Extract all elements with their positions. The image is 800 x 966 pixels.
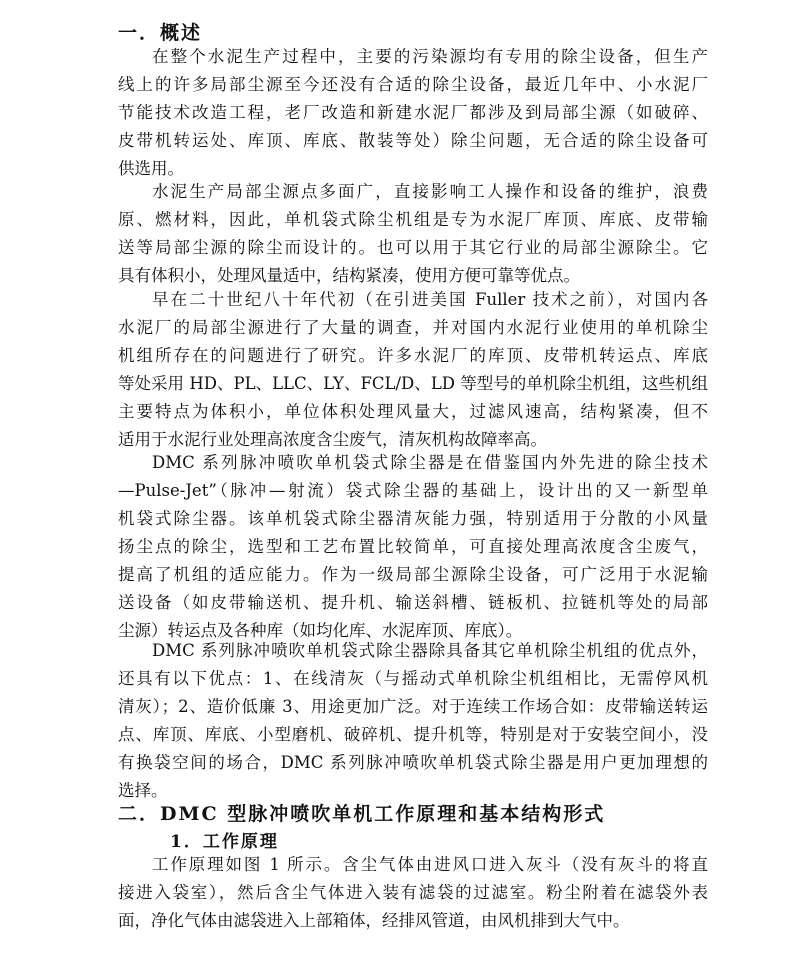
paragraph-2 <box>118 178 708 290</box>
text-line: 水泥生产局部尘源点多面广，直接影响工人操作和设备的维护，浪费 <box>152 182 708 201</box>
text-line: 在整个水泥生产过程中，主要的污染源均有专用的除尘设备，但生产 <box>152 47 708 66</box>
paragraph-5 <box>118 637 708 805</box>
text-line: 供选用。 <box>118 159 184 178</box>
section-2-heading: 二．DMC 型脉冲喷吹单机工作原理和基本结构形式 <box>118 803 606 825</box>
paragraph-4 <box>118 449 708 645</box>
text-line: 主要特点为体积小，单位体积处理风量大，过滤风速高，结构紧凑，但不 <box>118 402 708 421</box>
text-line: DMC 系列脉冲喷吹单机袋式除尘器除具备其它单机除尘机组的优点外， <box>152 641 708 660</box>
text-line: 适用于水泥行业处理高浓度含尘废气，清灰机构故障率高。 <box>118 430 547 449</box>
text-line: 尘源）转运点及各种库（如均化库、水泥库顶、库底）。 <box>118 621 523 640</box>
text-line: 早在二十世纪八十年代初（在引进美国 Fuller 技术之前），对国内各 <box>152 290 708 309</box>
text-line: 点、库顶、库底、小型磨机、破碎机、提升机等，特别是对于安装空间小，没 <box>118 725 708 744</box>
section-1-heading: 一．概述 <box>118 22 203 44</box>
text-line: 具有体积小，处理风量适中，结构紧凑，使用方便可靠等优点。 <box>118 266 580 285</box>
text-line: 扬尘点的除尘，选型和工艺布置比较简单，可直接处理高浓度含尘废气， <box>118 537 708 556</box>
paragraph-1 <box>118 43 708 183</box>
text-line: 等处采用 HD、PL、LLC、LY、FCL/D、LD 等型号的单机除尘机组，这些机组 <box>118 374 708 393</box>
text-line: 接进入袋室），然后含尘气体进入装有滤袋的过滤室。粉尘附着在滤袋外表 <box>118 883 708 902</box>
paragraph-3 <box>118 286 708 454</box>
paragraph-6 <box>118 851 708 935</box>
text-line: 皮带机转运处、库顶、库底、散装等处）除尘问题，无合适的除尘设备可 <box>118 131 708 150</box>
text-line: —Pulse-Jet”（脉冲—射流）袋式除尘器的基础上，设计出的又一新型单 <box>118 481 708 500</box>
text-line: 线上的许多局部尘源至今还没有合适的除尘设备，最近几年中、小水泥厂 <box>118 75 708 94</box>
subsection-heading: 1．工作原理 <box>170 832 279 852</box>
text-line: 有换袋空间的场合，DMC 系列脉冲喷吹单机袋式除尘器是用户更加理想的 <box>118 753 708 772</box>
text-line: DMC 系列脉冲喷吹单机袋式除尘器是在借鉴国内外先进的除尘技术 <box>152 453 708 472</box>
text-line: 原、燃材料，因此，单机袋式除尘机组是专为水泥厂库顶、库底、皮带输 <box>118 210 708 229</box>
text-line: 机袋式除尘器。该单机袋式除尘器清灰能力强，特别适用于分散的小风量 <box>118 509 708 528</box>
text-line: 水泥厂的局部尘源进行了大量的调查，并对国内水泥行业使用的单机除尘 <box>118 318 708 337</box>
text-line: 送设备（如皮带输送机、提升机、输送斜槽、链板机、拉链机等处的局部 <box>118 593 708 612</box>
text-line: 面，净化气体由滤袋进入上部箱体，经排风管道，由风机排到大气中。 <box>118 911 630 930</box>
text-line: 节能技术改造工程，老厂改造和新建水泥厂都涉及到局部尘源（如破碎、 <box>118 103 708 122</box>
text-line: 还具有以下优点：1、在线清灰（与摇动式单机除尘机组相比，无需停风机 <box>118 669 708 688</box>
text-line: 机组所存在的问题进行了研究。许多水泥厂的库顶、皮带机转运点、库底 <box>118 346 708 365</box>
text-line: 选择。 <box>118 781 168 800</box>
text-line: 工作原理如图 1 所示。含尘气体由进风口进入灰斗（没有灰斗的将直 <box>152 855 708 874</box>
text-line: 提高了机组的适应能力。作为一级局部尘源除尘设备，可广泛用于水泥输 <box>118 565 708 584</box>
text-line: 清灰）；2、造价低廉 3、用途更加广泛。对于连续工作场合如：皮带输送转运 <box>118 697 708 716</box>
text-line: 送等局部尘源的除尘而设计的。也可以用于其它行业的局部尘源除尘。它 <box>118 238 708 257</box>
